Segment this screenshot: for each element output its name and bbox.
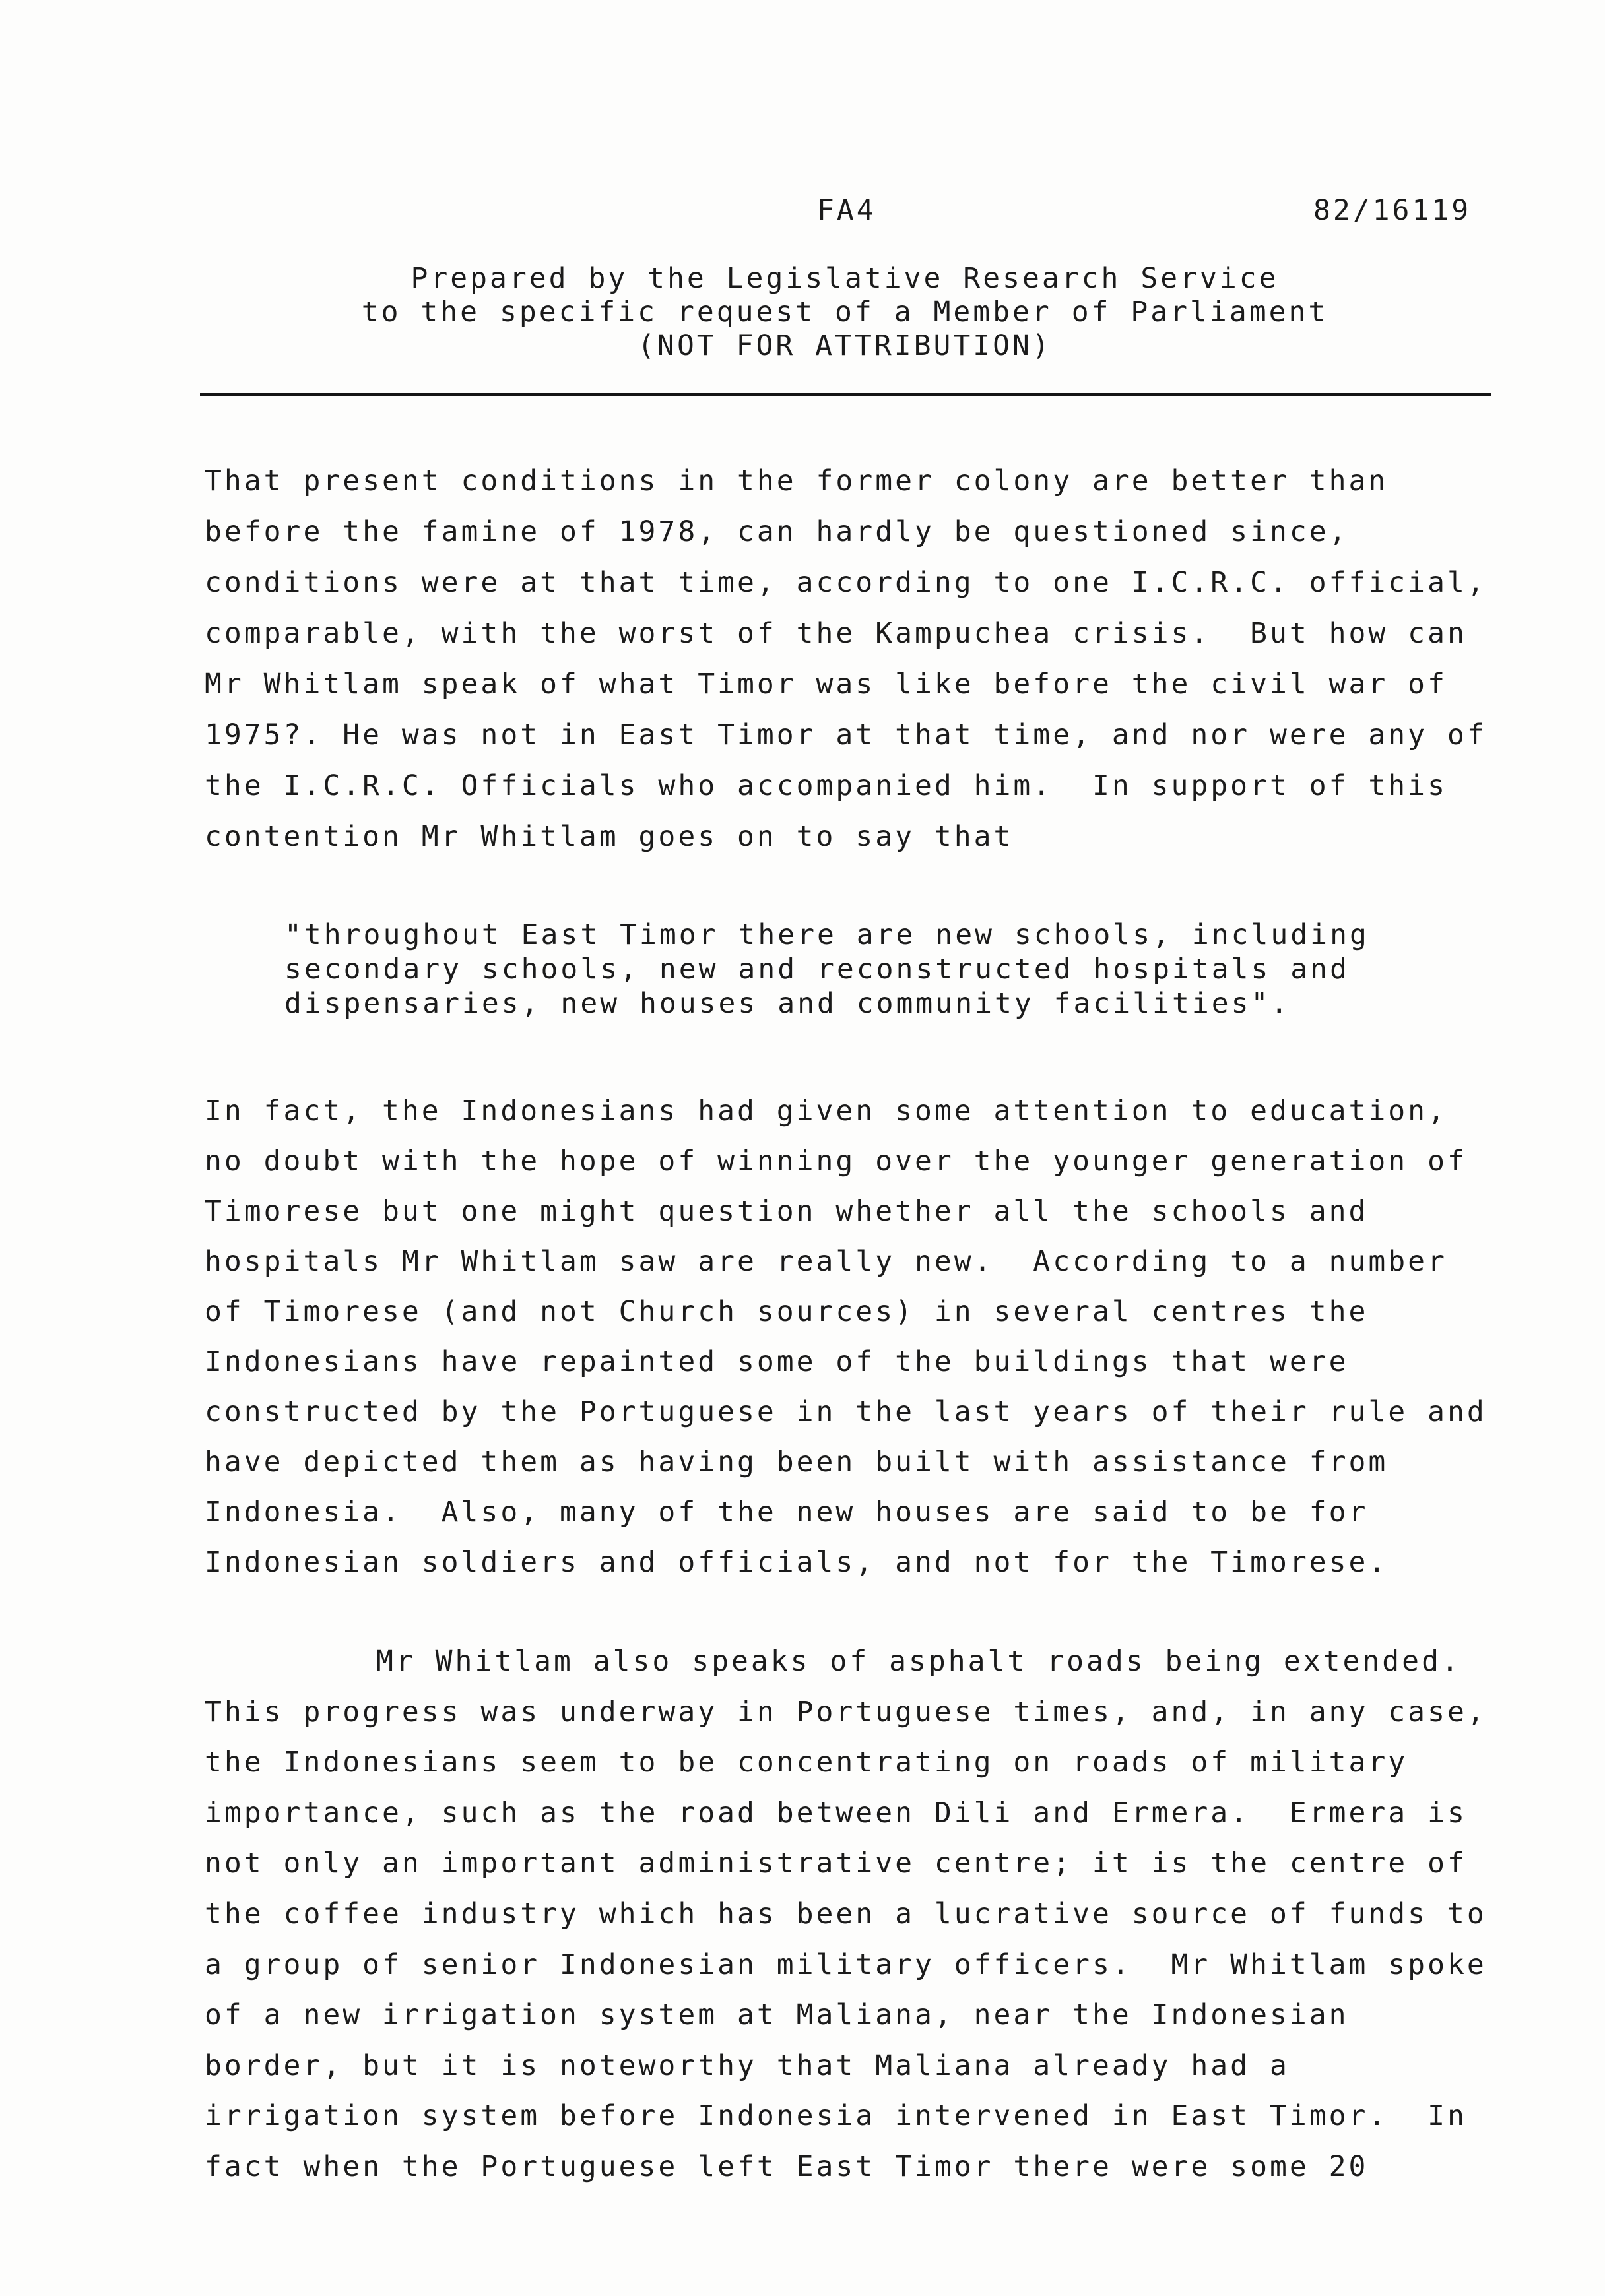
- text-line: In fact, the Indonesians had given some attention to education,: [205, 1095, 1447, 1128]
- text-line: Mr Whitlam speak of what Timor was like before the civil war of: [205, 668, 1447, 701]
- request-line: to the specific request of a Member of Parliament: [361, 296, 1328, 329]
- text-line: Indonesians have repainted some of the buildings that were: [205, 1345, 1349, 1378]
- text-line: This progress was underway in Portuguese times, and, in any case,: [205, 1695, 1487, 1729]
- text-line: border, but it is noteworthy that Maliana already had a: [205, 2049, 1290, 2082]
- text-line: the Indonesians seem to be concentrating on roads of military: [205, 1746, 1408, 1779]
- text-line: of a new irrigation system at Maliana, near the Indonesian: [205, 1998, 1349, 2032]
- text-line: constructed by the Portuguese in the last years of their rule and: [205, 1395, 1487, 1428]
- text-line: conditions were at that time, according to one I.C.R.C. official,: [205, 566, 1487, 599]
- quote-line: dispensaries, new houses and community facilities".: [284, 987, 1291, 1020]
- text-line: importance, such as the road between Dili and Ermera. Ermera is: [205, 1796, 1467, 1830]
- text-line: no doubt with the hope of winning over the younger generation of: [205, 1145, 1467, 1178]
- text-line: 1975?. He was not in East Timor at that time, and nor were any of: [205, 718, 1487, 751]
- paragraph-3: [205, 1636, 1487, 2192]
- text-line: a group of senior Indonesian military officers. Mr Whitlam spoke: [205, 1948, 1487, 1981]
- text-line: Indonesia. Also, many of the new houses are said to be for: [205, 1496, 1369, 1529]
- quote-line: "throughout East Timor there are new schools, including: [284, 918, 1369, 951]
- text-line: the coffee industry which has been a lucrative source of funds to: [205, 1897, 1487, 1930]
- text-line: have depicted them as having been built with assistance from: [205, 1446, 1389, 1479]
- quote-line: secondary schools, new and reconstructed hospitals and: [284, 953, 1350, 986]
- text-line: Timorese but one might question whether all the schools and: [205, 1195, 1369, 1228]
- text-line: irrigation system before Indonesia intervened in East Timor. In: [205, 2099, 1467, 2133]
- block-quote: [284, 918, 1369, 1021]
- file-code: FA4: [817, 194, 876, 227]
- text-line: fact when the Portuguese left East Timor there were some 20: [205, 2150, 1369, 2183]
- paragraph-1: [205, 456, 1487, 862]
- prepared-by-line: Prepared by the Legislative Research Service: [410, 262, 1279, 295]
- document-heading: [205, 262, 1485, 363]
- text-line: Indonesian soldiers and officials, and not for the Timorese.: [205, 1546, 1389, 1579]
- attribution-line: (NOT FOR ATTRIBUTION): [638, 329, 1052, 362]
- text-line: Mr Whitlam also speaks of asphalt roads being extended.: [376, 1645, 1461, 1678]
- heading-divider: [200, 393, 1491, 396]
- text-line: of Timorese (and not Church sources) in several centres the: [205, 1295, 1369, 1328]
- reference-number: 82/16119: [1313, 194, 1472, 227]
- text-line: contention Mr Whitlam goes on to say that: [205, 820, 1014, 853]
- text-line: the I.C.R.C. Officials who accompanied him. In support of this: [205, 769, 1447, 802]
- text-line: That present conditions in the former colony are better than: [205, 464, 1389, 497]
- text-line: before the famine of 1978, can hardly be questioned since,: [205, 515, 1349, 548]
- text-line: not only an important administrative centre; it is the centre of: [205, 1847, 1467, 1880]
- text-line: comparable, with the worst of the Kampuchea crisis. But how can: [205, 617, 1467, 650]
- paragraph-2: [205, 1086, 1487, 1587]
- text-line: hospitals Mr Whitlam saw are really new. According to a number: [205, 1245, 1447, 1278]
